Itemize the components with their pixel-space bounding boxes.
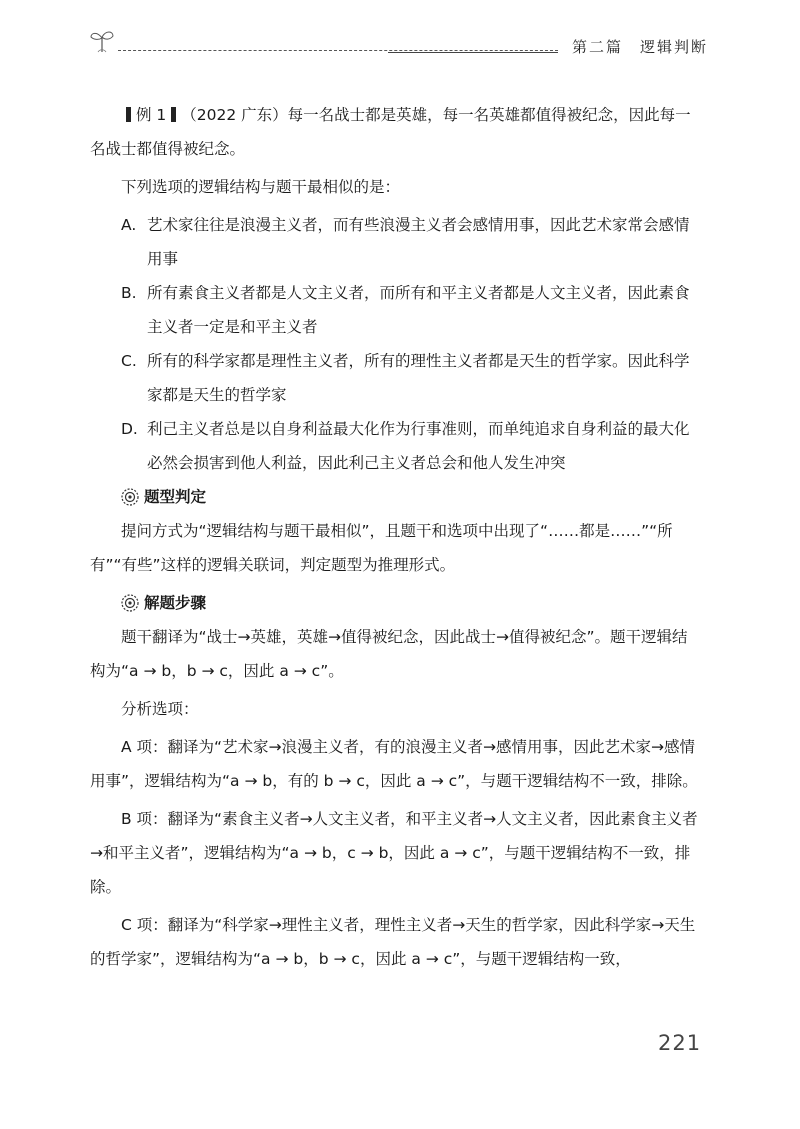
running-header — [88, 30, 708, 60]
analysis-paragraph: 题干翻译为“战士→英雄，英雄→值得被纪念，因此战士→值得被纪念”。题干逻辑结构为“a → b，b → c，因此 a → c”。 — [90, 628, 688, 680]
analysis-option-c: C 项：翻译为“科学家→理性主义者，理性主义者→天生的哲学家，因此科学家→天生的哲学家”，逻辑结构为“a → b，b → c，因此 a → c”，与题干逻辑结构一致， — [90, 916, 696, 968]
option-label: C. — [121, 352, 137, 370]
option-c — [90, 344, 700, 412]
option-text: 艺术家往往是浪漫主义者，而有些浪漫主义者会感情用事，因此艺术家常会感情用事 — [147, 216, 690, 268]
section-title: 解题步骤 — [144, 594, 207, 612]
option-a — [90, 208, 700, 276]
analysis-option-b: B 项：翻译为“素食主义者→人文主义者，和平主义者→人文主义者，因此素食主义者→和平主义者”，逻辑结构为“a → b，c → b，因此 a → c”，与题干逻辑结构不一致，排除。 — [90, 810, 698, 896]
analysis-option-a: A 项：翻译为“艺术家→浪漫主义者，有的浪漫主义者→感情用事，因此艺术家→感情用事”，逻辑结构为“a → b，有的 b → c，因此 a → c”，与题干逻辑结构不一致，排除。 — [90, 738, 698, 790]
flower-badge-icon — [121, 594, 139, 612]
sprout-icon — [88, 28, 116, 54]
example-marker-left — [126, 107, 131, 122]
option-b — [90, 276, 700, 344]
section-heading-type — [121, 480, 700, 514]
page-content — [90, 98, 700, 980]
section-heading-steps — [121, 586, 700, 620]
header-solid-rule — [388, 52, 558, 53]
example-label: 例 1 — [136, 106, 167, 124]
page-number: 221 — [658, 1031, 702, 1055]
example-stem — [90, 98, 700, 166]
option-text: 所有素食主义者都是人文主义者，而所有和平主义者都是人文主义者，因此素食主义者一定是和平主义者 — [147, 284, 690, 336]
example-marker-right — [171, 107, 176, 122]
option-d — [90, 412, 700, 480]
chapter-title: 第二篇 逻辑判断 — [571, 38, 708, 56]
header-dashed-rule — [118, 50, 558, 51]
example-text: （2022 广东）每一名战士都是英雄，每一名英雄都值得被纪念，因此每一名战士都值得被纪念。 — [90, 106, 691, 158]
option-text: 所有的科学家都是理性主义者，所有的理性主义者都是天生的哲学家。因此科学家都是天生的哲学家 — [147, 352, 690, 404]
section-text: 提问方式为“逻辑结构与题干最相似”，且题干和选项中出现了“……都是……”“所有”“有些”这样的逻辑关联词，判定题型为推理形式。 — [90, 522, 673, 574]
analysis-paragraph: 分析选项： — [121, 700, 199, 718]
option-label: D. — [121, 420, 138, 438]
section-title: 题型判定 — [144, 488, 207, 506]
example-question: 下列选项的逻辑结构与题干最相似的是： — [121, 178, 401, 196]
flower-badge-icon — [121, 488, 139, 506]
option-text: 利己主义者总是以自身利益最大化作为行事准则，而单纯追求自身利益的最大化必然会损害到他人利益，因此利己主义者总会和他人发生冲突 — [147, 420, 690, 472]
option-label: B. — [121, 284, 137, 302]
option-label: A. — [121, 216, 137, 234]
